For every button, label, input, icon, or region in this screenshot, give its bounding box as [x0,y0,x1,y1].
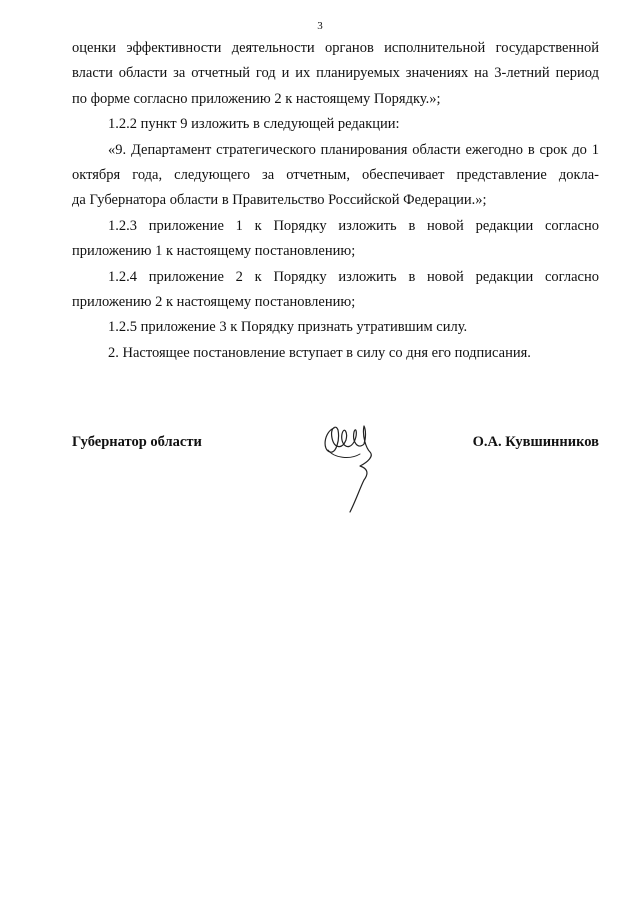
document-body [72,36,599,366]
handwritten-signature [320,420,384,516]
paragraph-1-2-4-tail: приложению 2 к настоящему постановлению; [72,294,356,311]
paragraph-quote-9 [72,138,599,214]
paragraph-continuation [72,36,599,112]
paragraph-1-2-3 [72,214,599,265]
paragraph-1-2-3-lead: 1.2.3 приложение 1 к Порядку изложить в новой редакции согласно [108,217,599,234]
paragraph-1-2-2: 1.2.2 пункт 9 изложить в следующей редакции: [108,116,400,133]
paragraph-1-2-5: 1.2.5 приложение 3 к Порядку признать утратившим силу. [108,319,468,336]
page-number: 3 [317,20,323,32]
paragraph-1-2-4-lead: 1.2.4 приложение 2 к Порядку изложить в новой редакции согласно [108,268,599,285]
paragraph-continuation-lead: оценки эффективности деятельности органов исполнительной государственной власти области за отчетный год и их планируемых значениях на 3-летний период [72,40,599,82]
signatory-name: О.А. Кувшинников [472,434,599,450]
paragraph-continuation-tail: по форме согласно приложению 2 к настоящему Порядку.»; [72,90,441,107]
paragraph-1-2-3-tail: приложению 1 к настоящему постановлению; [72,243,356,260]
signatory-position: Губернатор области [72,434,202,450]
signature-block [72,434,599,524]
paragraph-2: 2. Настоящее постановление вступает в силу со дня его подписания. [108,344,531,361]
paragraph-quote-9-tail: да Губернатора области в Правительство Российской Федерации.»; [72,192,487,209]
paragraph-quote-9-lead: «9. Департамент стратегического планирования области ежегодно в срок до 1 октября года, следующего за отчетным, обеспечивает представление докла- [72,141,599,184]
paragraph-1-2-4 [72,265,599,316]
